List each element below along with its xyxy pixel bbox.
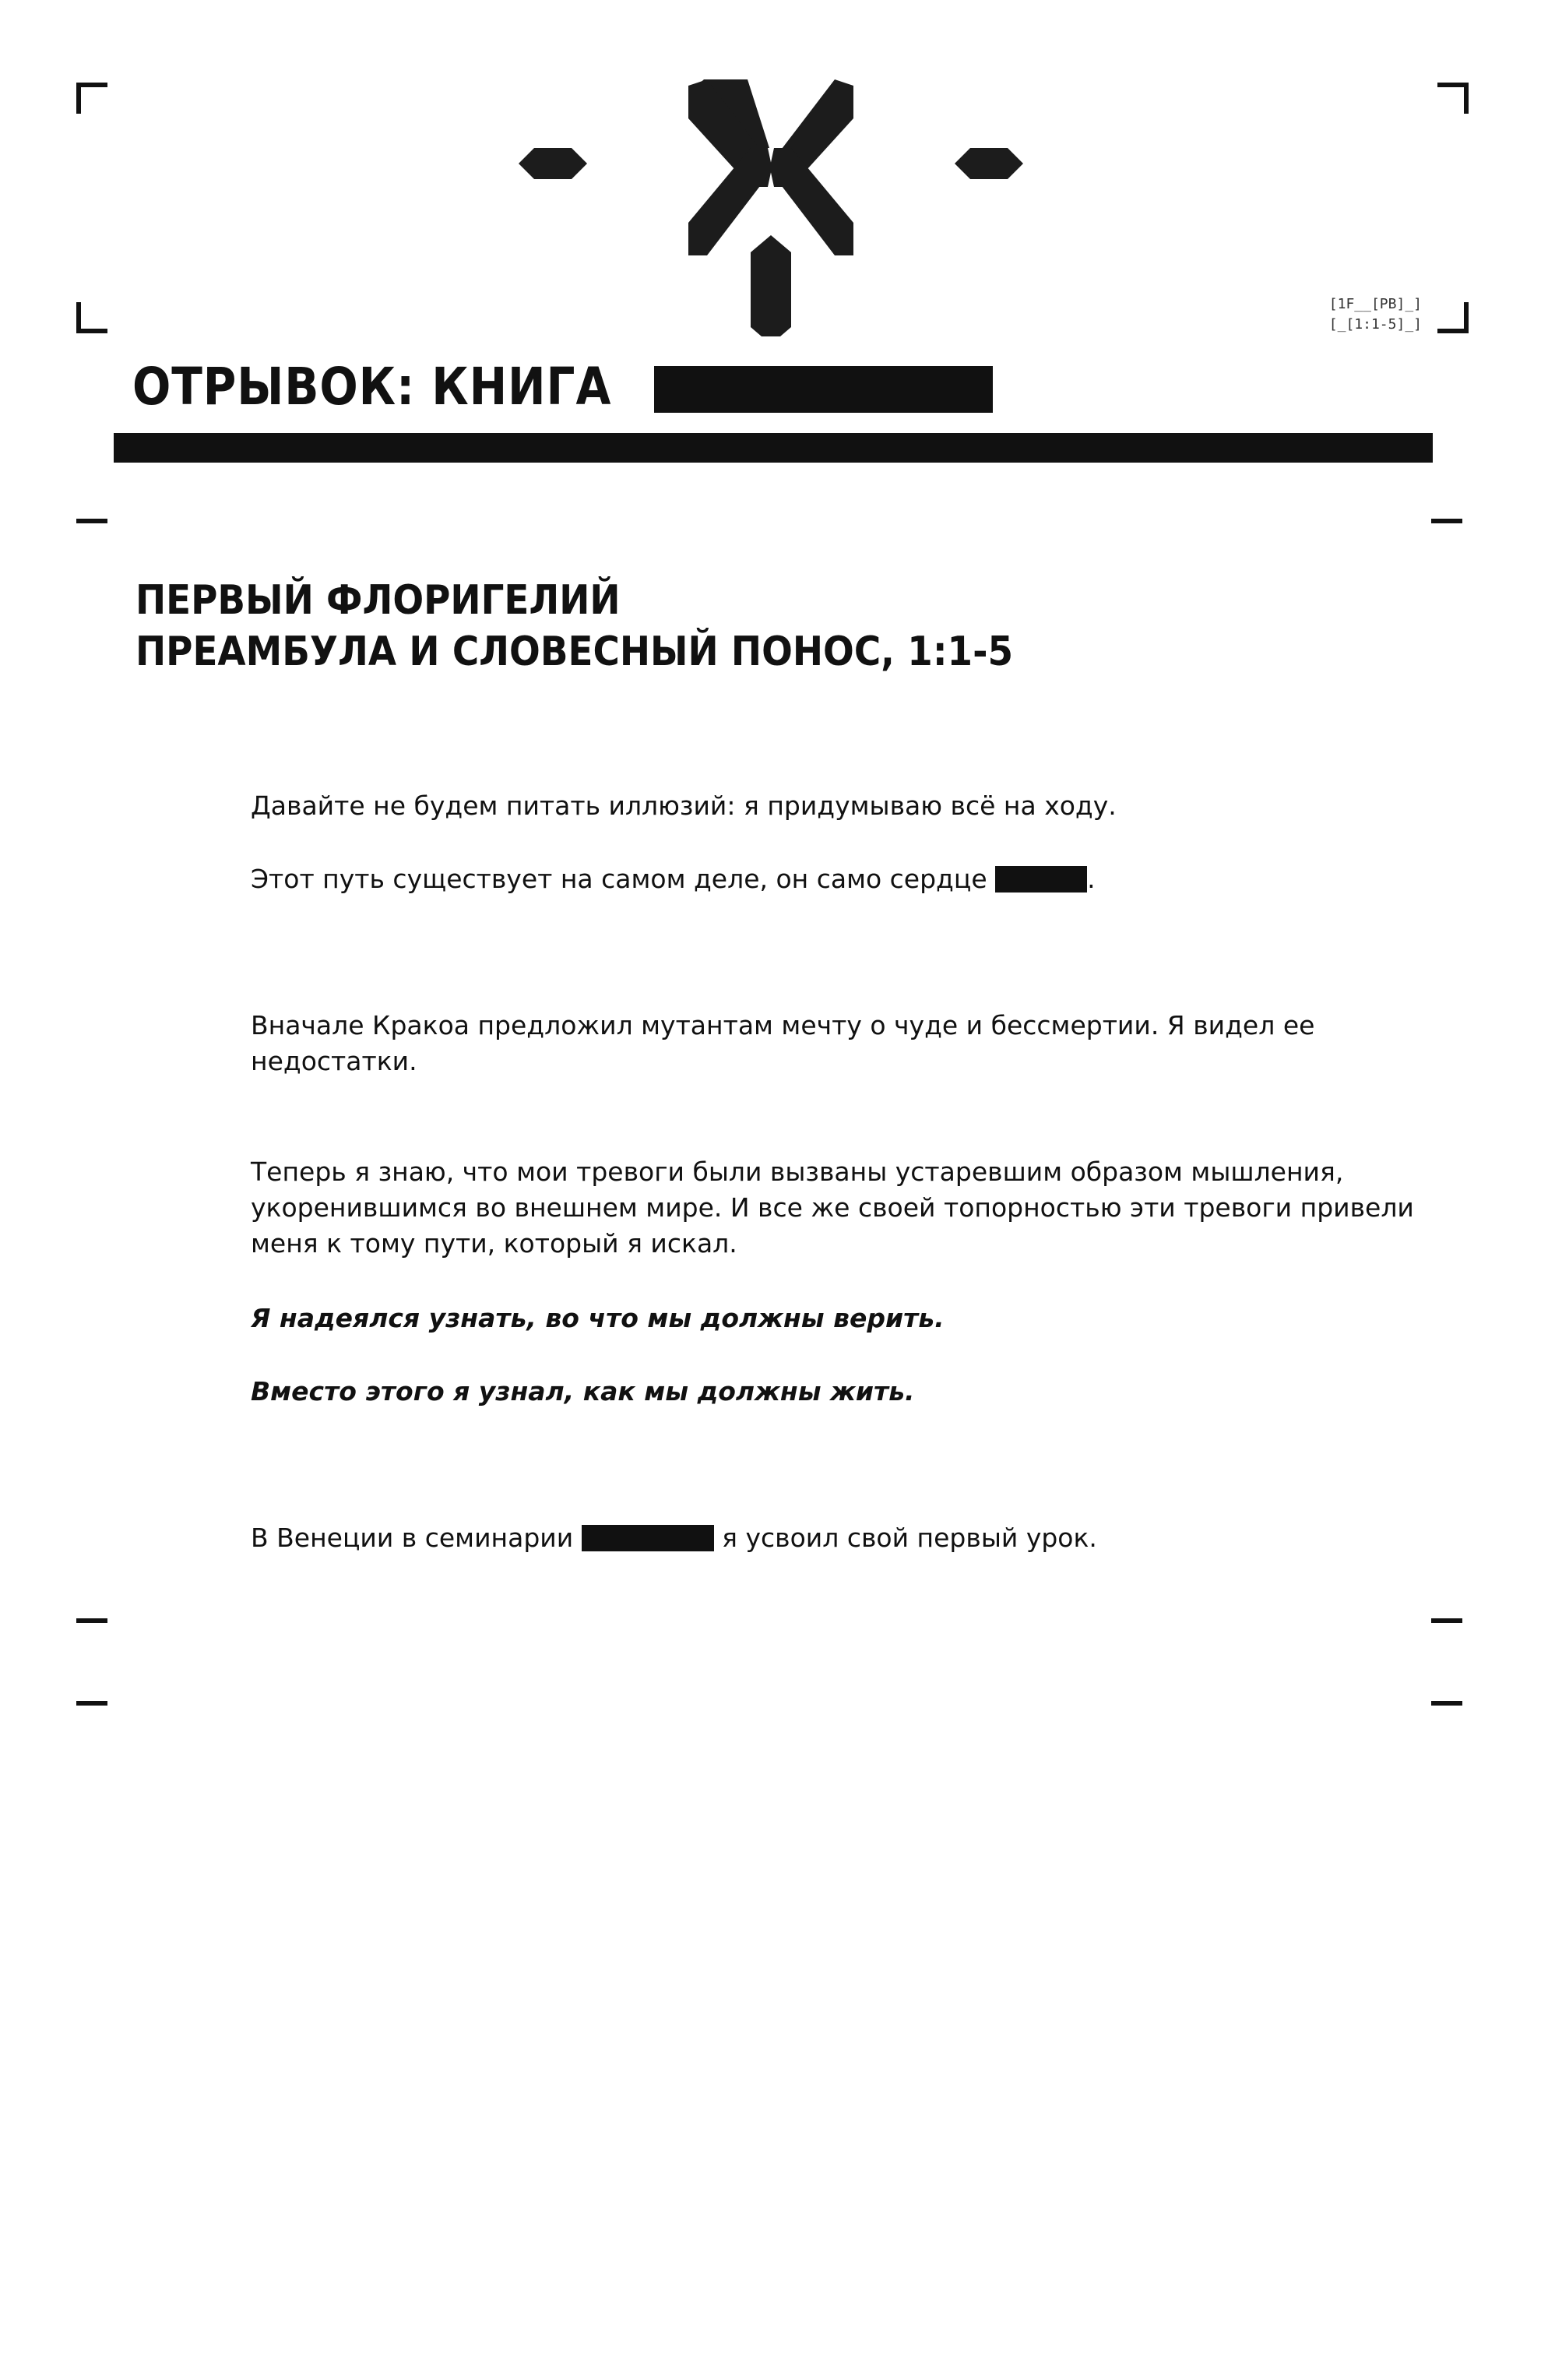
paragraph-7-end: я усвоил свой первый урок.: [713, 1523, 1097, 1553]
margin-tick: [76, 1618, 107, 1623]
corner-bracket-bottom-right: [1437, 302, 1469, 333]
margin-tick: [1431, 1701, 1462, 1706]
margin-tick: [1431, 519, 1462, 523]
redaction-bar: [654, 366, 993, 413]
paragraph-6: Вместо этого я узнал, как мы должны жить.: [251, 1376, 915, 1407]
code-line-1: [1F__[PB]_]: [1328, 296, 1422, 312]
paragraph-7: [251, 1520, 1450, 1556]
title-underline-bar: [114, 433, 1433, 463]
code-label: [1305, 294, 1422, 335]
paragraph-2: [251, 861, 1450, 897]
paragraph-7-text: В Венеции в семинарии: [251, 1523, 582, 1553]
section-subtitle: [135, 575, 1013, 678]
page-title: ОТРЫВОК: КНИГА: [132, 357, 612, 417]
corner-bracket-top-left: [76, 83, 107, 114]
corner-bracket-bottom-left: [76, 302, 107, 333]
redaction-bar: [995, 866, 1087, 892]
margin-tick: [76, 1701, 107, 1706]
margin-tick: [76, 519, 107, 523]
paragraph-5: Я надеялся узнать, во что мы должны верить.: [251, 1303, 945, 1333]
x-emblem-icon: [498, 70, 1043, 343]
paragraph-1: Давайте не будем питать иллюзий: я придумываю всё на ходу.: [251, 790, 1117, 821]
paragraph-4: Теперь я знаю, что мои тревоги были вызваны устаревшим образом мышления, укоренившимся во внешнем мире. И все же своей топорностью эти тревоги привели меня к тому пути, который я искал.: [251, 1157, 1414, 1259]
paragraph-3: Вначале Кракоа предложил мутантам мечту о чуде и бессмертии. Я видел ее недостатки.: [251, 1010, 1315, 1076]
paragraph-2-text: Этот путь существует на самом деле, он само сердце: [251, 864, 996, 894]
code-line-2: [_[1:1-5]_]: [1328, 316, 1422, 333]
corner-bracket-top-right: [1437, 83, 1469, 114]
subtitle-line-2: ПРЕАМБУЛА И СЛОВЕСНЫЙ ПОНОС, 1:1-5: [135, 628, 1014, 675]
redaction-bar: [582, 1525, 714, 1551]
paragraph-2-end: .: [1087, 864, 1096, 894]
margin-tick: [1431, 1618, 1462, 1623]
subtitle-line-1: ПЕРВЫЙ ФЛОРИГЕЛИЙ: [135, 577, 621, 624]
